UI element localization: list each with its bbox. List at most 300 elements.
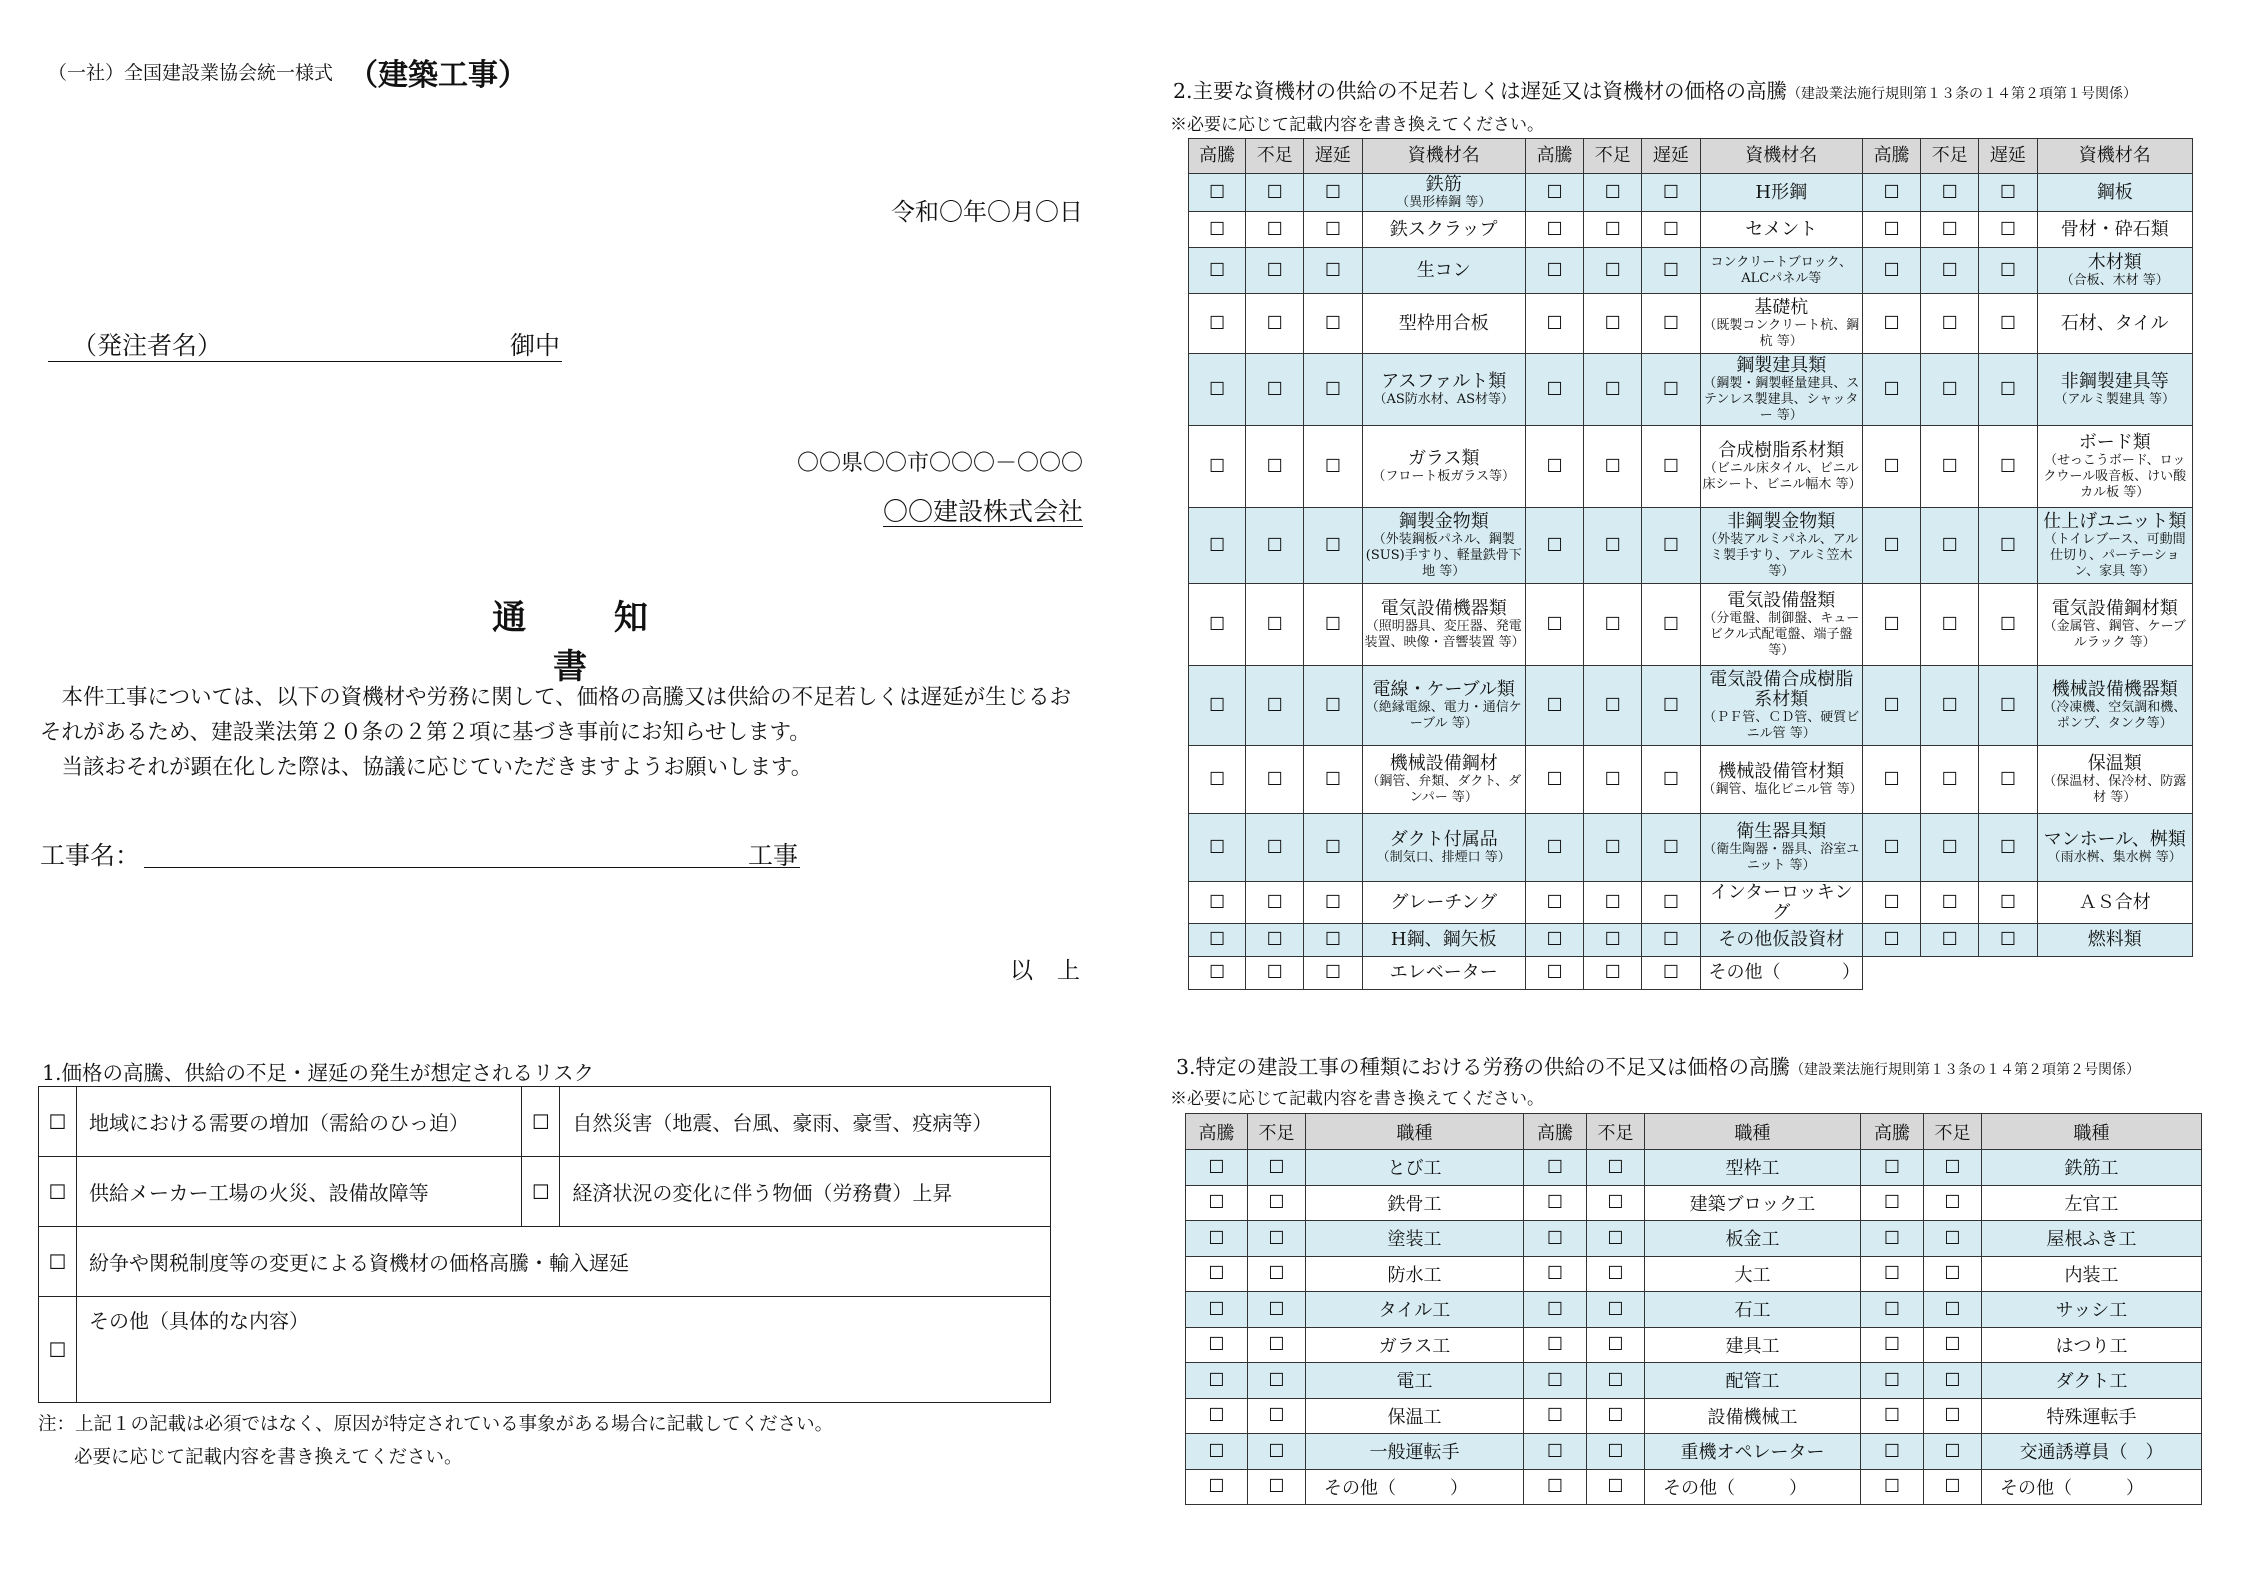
trade-checkbox[interactable]: ☐ xyxy=(1861,1327,1924,1363)
risk-checkbox[interactable]: ☐ xyxy=(522,1087,560,1157)
risk-item: 紛争や関税制度等の変更による資機材の価格高騰・輸入遅延 xyxy=(77,1227,1051,1297)
material-checkbox[interactable]: ☐ xyxy=(1189,584,1246,666)
material-checkbox[interactable]: ☐ xyxy=(1246,354,1304,426)
construction-label: 工事名： xyxy=(40,841,141,870)
material-main: 鋼製金物類 xyxy=(1398,510,1489,532)
material-checkbox[interactable]: ☐ xyxy=(1246,924,1304,957)
material-checkbox[interactable]: ☐ xyxy=(1304,957,1362,990)
material-checkbox[interactable]: ☐ xyxy=(1304,212,1362,248)
sender-company-name: 〇〇建設株式会社 xyxy=(882,497,1083,526)
risk-item: 経済状況の変化に伴う物価（労務費）上昇 xyxy=(560,1157,1051,1227)
trade-checkbox[interactable]: ☐ xyxy=(1524,1221,1587,1257)
material-checkbox[interactable]: ☐ xyxy=(1584,666,1642,746)
trade-row xyxy=(1186,1256,2202,1292)
material-checkbox[interactable]: ☐ xyxy=(1525,294,1583,354)
trade-checkbox[interactable]: ☐ xyxy=(1924,1185,1982,1221)
material-name xyxy=(2037,924,2193,957)
risk-checkbox[interactable]: ☐ xyxy=(39,1227,77,1297)
material-row xyxy=(1189,174,2193,212)
material-checkbox[interactable]: ☐ xyxy=(1525,814,1583,882)
risk-item: 供給メーカー工場の火災、設備故障等 xyxy=(77,1157,522,1227)
material-name xyxy=(2037,814,2193,882)
document-title: 通 知 書 xyxy=(492,598,686,687)
material-checkbox[interactable]: ☐ xyxy=(1246,814,1304,882)
material-checkbox[interactable]: ☐ xyxy=(1304,294,1362,354)
material-checkbox[interactable]: ☐ xyxy=(1525,957,1583,990)
material-checkbox[interactable]: ☐ xyxy=(1304,924,1362,957)
construction-name-field[interactable] xyxy=(40,832,800,872)
trade-name: 鉄筋工 xyxy=(1982,1150,2202,1186)
trade-checkbox[interactable]: ☐ xyxy=(1524,1469,1587,1505)
risk-checkbox[interactable]: ☐ xyxy=(39,1297,77,1403)
material-checkbox[interactable]: ☐ xyxy=(1304,248,1362,294)
material-checkbox[interactable]: ☐ xyxy=(1189,294,1246,354)
material-checkbox[interactable]: ☐ xyxy=(1246,666,1304,746)
material-main: 機械設備鋼材 xyxy=(1389,752,1498,774)
trade-checkbox[interactable]: ☐ xyxy=(1524,1398,1587,1434)
trade-checkbox[interactable]: ☐ xyxy=(1248,1185,1306,1221)
column-header: 不足 xyxy=(1246,139,1304,174)
material-name xyxy=(1362,746,1525,814)
material-checkbox[interactable]: ☐ xyxy=(1862,248,1920,294)
risk-checkbox[interactable]: ☐ xyxy=(39,1157,77,1227)
material-checkbox[interactable]: ☐ xyxy=(1862,212,1920,248)
material-main: 非鋼製建具等 xyxy=(2060,370,2169,392)
trade-checkbox[interactable]: ☐ xyxy=(1587,1363,1645,1399)
material-checkbox[interactable]: ☐ xyxy=(1246,212,1304,248)
material-checkbox[interactable]: ☐ xyxy=(1584,248,1642,294)
material-checkbox[interactable]: ☐ xyxy=(1189,354,1246,426)
trade-checkbox[interactable]: ☐ xyxy=(1924,1256,1982,1292)
material-checkbox[interactable]: ☐ xyxy=(1921,584,1979,666)
material-checkbox[interactable]: ☐ xyxy=(1642,248,1700,294)
material-checkbox[interactable]: ☐ xyxy=(1979,212,2037,248)
material-checkbox[interactable]: ☐ xyxy=(1979,666,2037,746)
trade-checkbox[interactable]: ☐ xyxy=(1186,1327,1248,1363)
material-detail: （雨水桝、集水桝 等） xyxy=(2047,849,2182,865)
material-checkbox[interactable]: ☐ xyxy=(1862,508,1920,584)
material-checkbox[interactable]: ☐ xyxy=(1189,882,1246,924)
material-checkbox[interactable]: ☐ xyxy=(1921,508,1979,584)
trade-checkbox[interactable]: ☐ xyxy=(1248,1150,1306,1186)
trade-name: はつり工 xyxy=(1982,1327,2202,1363)
material-checkbox[interactable]: ☐ xyxy=(1979,248,2037,294)
material-checkbox[interactable]: ☐ xyxy=(1862,294,1920,354)
material-checkbox[interactable]: ☐ xyxy=(1525,666,1583,746)
materials-table xyxy=(1188,138,2193,990)
trade-checkbox[interactable]: ☐ xyxy=(1924,1434,1982,1470)
material-name xyxy=(2037,248,2193,294)
material-checkbox[interactable]: ☐ xyxy=(1525,924,1583,957)
trade-checkbox[interactable]: ☐ xyxy=(1861,1256,1924,1292)
material-checkbox[interactable]: ☐ xyxy=(1642,746,1700,814)
material-checkbox[interactable]: ☐ xyxy=(1525,882,1583,924)
material-checkbox[interactable]: ☐ xyxy=(1921,174,1979,212)
material-checkbox[interactable]: ☐ xyxy=(1862,746,1920,814)
material-name xyxy=(1362,174,1525,212)
column-header: 高騰 xyxy=(1524,1114,1587,1150)
material-checkbox[interactable]: ☐ xyxy=(1642,814,1700,882)
material-detail: （外装アルミパネル、アルミ製手すり、アルミ笠木 等） xyxy=(1704,531,1859,579)
material-checkbox[interactable]: ☐ xyxy=(1189,508,1246,584)
material-checkbox[interactable]: ☐ xyxy=(1862,666,1920,746)
material-checkbox[interactable]: ☐ xyxy=(1584,354,1642,426)
material-checkbox[interactable]: ☐ xyxy=(1979,882,2037,924)
material-checkbox[interactable]: ☐ xyxy=(1304,814,1362,882)
material-main: その他仮設資材 xyxy=(1718,929,1845,950)
material-checkbox[interactable]: ☐ xyxy=(1525,174,1583,212)
trade-checkbox[interactable]: ☐ xyxy=(1861,1469,1924,1505)
trade-checkbox[interactable]: ☐ xyxy=(1861,1363,1924,1399)
material-checkbox[interactable]: ☐ xyxy=(1189,174,1246,212)
material-checkbox[interactable]: ☐ xyxy=(1525,508,1583,584)
trade-checkbox[interactable]: ☐ xyxy=(1186,1185,1248,1221)
trade-checkbox[interactable]: ☐ xyxy=(1587,1221,1645,1257)
trade-checkbox[interactable]: ☐ xyxy=(1524,1150,1587,1186)
material-checkbox[interactable]: ☐ xyxy=(1584,508,1642,584)
material-checkbox[interactable]: ☐ xyxy=(1525,354,1583,426)
material-checkbox[interactable]: ☐ xyxy=(1921,294,1979,354)
material-checkbox[interactable]: ☐ xyxy=(1584,957,1642,990)
trade-checkbox[interactable]: ☐ xyxy=(1186,1256,1248,1292)
material-row xyxy=(1189,212,2193,248)
material-checkbox[interactable]: ☐ xyxy=(1189,957,1246,990)
material-checkbox[interactable]: ☐ xyxy=(1246,248,1304,294)
risk-checkbox[interactable]: ☐ xyxy=(39,1087,77,1157)
material-detail: （合板、木材 等） xyxy=(2060,272,2169,288)
trade-checkbox[interactable]: ☐ xyxy=(1861,1292,1924,1328)
trade-checkbox[interactable]: ☐ xyxy=(1524,1292,1587,1328)
material-name xyxy=(1700,814,1862,882)
material-main: 鋼板 xyxy=(2096,181,2133,203)
material-name xyxy=(2037,882,2193,924)
material-checkbox[interactable]: ☐ xyxy=(1862,814,1920,882)
material-checkbox[interactable]: ☐ xyxy=(1862,924,1920,957)
trade-checkbox[interactable]: ☐ xyxy=(1248,1256,1306,1292)
trade-checkbox[interactable]: ☐ xyxy=(1587,1434,1645,1470)
material-name xyxy=(1362,882,1525,924)
material-checkbox[interactable]: ☐ xyxy=(1921,666,1979,746)
trade-checkbox[interactable]: ☐ xyxy=(1924,1363,1982,1399)
material-checkbox[interactable]: ☐ xyxy=(1642,882,1700,924)
material-name xyxy=(1700,508,1862,584)
trade-name: 塗装工 xyxy=(1306,1221,1524,1257)
trade-checkbox[interactable]: ☐ xyxy=(1861,1221,1924,1257)
material-checkbox[interactable]: ☐ xyxy=(1304,174,1362,212)
material-checkbox[interactable]: ☐ xyxy=(1246,426,1304,508)
material-checkbox[interactable]: ☐ xyxy=(1246,746,1304,814)
trade-checkbox[interactable]: ☐ xyxy=(1248,1363,1306,1399)
section2-note: ※必要に応じて記載内容を書き換えてください。 xyxy=(1170,115,1544,135)
material-checkbox[interactable]: ☐ xyxy=(1525,746,1583,814)
material-checkbox[interactable]: ☐ xyxy=(1921,212,1979,248)
section1-note xyxy=(38,1408,833,1474)
material-checkbox[interactable]: ☐ xyxy=(1189,666,1246,746)
construction-name-line[interactable] xyxy=(144,832,800,868)
trade-checkbox[interactable]: ☐ xyxy=(1524,1327,1587,1363)
material-main: エレベーター xyxy=(1389,962,1498,983)
material-checkbox[interactable]: ☐ xyxy=(1189,212,1246,248)
material-checkbox[interactable]: ☐ xyxy=(1921,248,1979,294)
trade-checkbox[interactable]: ☐ xyxy=(1186,1221,1248,1257)
material-checkbox[interactable]: ☐ xyxy=(1304,746,1362,814)
material-row xyxy=(1189,508,2193,584)
material-checkbox[interactable]: ☐ xyxy=(1304,508,1362,584)
trade-row xyxy=(1186,1363,2202,1399)
trade-checkbox[interactable]: ☐ xyxy=(1248,1221,1306,1257)
material-name xyxy=(1362,426,1525,508)
material-main: グレーチング xyxy=(1390,891,1498,913)
trade-checkbox[interactable]: ☐ xyxy=(1587,1398,1645,1434)
material-name xyxy=(1700,212,1862,248)
material-name xyxy=(1700,924,1862,957)
material-checkbox[interactable]: ☐ xyxy=(1979,354,2037,426)
column-header: 不足 xyxy=(1587,1114,1645,1150)
material-name xyxy=(2037,354,2193,426)
material-checkbox[interactable]: ☐ xyxy=(1304,666,1362,746)
trade-checkbox[interactable]: ☐ xyxy=(1924,1398,1982,1434)
trade-name: とび工 xyxy=(1306,1150,1524,1186)
material-checkbox[interactable]: ☐ xyxy=(1304,882,1362,924)
material-main: 鋼製建具類 xyxy=(1736,354,1827,376)
trade-checkbox[interactable]: ☐ xyxy=(1524,1434,1587,1470)
material-detail: コンクリートブロック、ALCパネル等 xyxy=(1710,254,1853,286)
recipient-line[interactable] xyxy=(48,326,562,362)
material-checkbox[interactable]: ☐ xyxy=(1584,814,1642,882)
column-header: 不足 xyxy=(1921,139,1979,174)
column-header: 職種 xyxy=(1306,1114,1524,1150)
trade-checkbox[interactable]: ☐ xyxy=(1861,1185,1924,1221)
material-checkbox[interactable]: ☐ xyxy=(1642,924,1700,957)
trade-checkbox[interactable]: ☐ xyxy=(1924,1327,1982,1363)
closing-mark: 以上 xyxy=(1010,958,1104,984)
material-row xyxy=(1189,666,2193,746)
material-checkbox[interactable]: ☐ xyxy=(1246,294,1304,354)
material-checkbox[interactable]: ☐ xyxy=(1584,426,1642,508)
material-detail: （冷凍機、空気調和機、ポンプ、タンク等） xyxy=(2043,699,2187,731)
material-checkbox[interactable]: ☐ xyxy=(1642,508,1700,584)
trade-name: その他（ ） xyxy=(1306,1469,1524,1505)
trade-checkbox[interactable]: ☐ xyxy=(1248,1398,1306,1434)
column-header: 高騰 xyxy=(1861,1114,1924,1150)
material-checkbox[interactable]: ☐ xyxy=(1642,294,1700,354)
trade-checkbox[interactable]: ☐ xyxy=(1587,1185,1645,1221)
risk-checkbox[interactable]: ☐ xyxy=(522,1157,560,1227)
material-checkbox[interactable]: ☐ xyxy=(1304,354,1362,426)
material-name xyxy=(1700,354,1862,426)
trade-row xyxy=(1186,1398,2202,1434)
material-checkbox[interactable]: ☐ xyxy=(1525,584,1583,666)
material-checkbox[interactable]: ☐ xyxy=(1584,212,1642,248)
material-checkbox[interactable]: ☐ xyxy=(1862,174,1920,212)
material-checkbox[interactable]: ☐ xyxy=(1584,294,1642,354)
trade-name: その他（ ） xyxy=(1982,1469,2202,1505)
risk-item: 地域における需要の増加（需給のひっ迫） xyxy=(77,1087,522,1157)
material-checkbox[interactable]: ☐ xyxy=(1642,174,1700,212)
trade-name: 屋根ふき工 xyxy=(1982,1221,2202,1257)
trade-name: 特殊運転手 xyxy=(1982,1398,2202,1434)
trade-row xyxy=(1186,1469,2202,1505)
material-checkbox[interactable]: ☐ xyxy=(1921,354,1979,426)
trade-checkbox[interactable]: ☐ xyxy=(1186,1469,1248,1505)
material-checkbox[interactable]: ☐ xyxy=(1584,882,1642,924)
material-checkbox[interactable]: ☐ xyxy=(1525,248,1583,294)
material-checkbox[interactable]: ☐ xyxy=(1246,508,1304,584)
material-checkbox[interactable]: ☐ xyxy=(1189,746,1246,814)
material-name xyxy=(2037,174,2193,212)
material-row xyxy=(1189,294,2193,354)
material-name xyxy=(2037,666,2193,746)
material-checkbox[interactable]: ☐ xyxy=(1189,924,1246,957)
trade-checkbox[interactable]: ☐ xyxy=(1587,1256,1645,1292)
material-row xyxy=(1189,924,2193,957)
material-name xyxy=(1362,294,1525,354)
trade-checkbox[interactable]: ☐ xyxy=(1524,1185,1587,1221)
material-checkbox[interactable]: ☐ xyxy=(1921,814,1979,882)
material-checkbox[interactable]: ☐ xyxy=(1862,882,1920,924)
material-main: ガラス類 xyxy=(1408,447,1480,469)
material-checkbox[interactable]: ☐ xyxy=(1979,584,2037,666)
material-checkbox[interactable]: ☐ xyxy=(1642,354,1700,426)
material-checkbox[interactable]: ☐ xyxy=(1584,174,1642,212)
trade-row xyxy=(1186,1434,2202,1470)
material-main: 生コン xyxy=(1416,259,1471,281)
material-checkbox[interactable]: ☐ xyxy=(1979,426,2037,508)
material-checkbox[interactable]: ☐ xyxy=(1246,882,1304,924)
material-checkbox[interactable]: ☐ xyxy=(1304,426,1362,508)
trade-checkbox[interactable]: ☐ xyxy=(1186,1150,1248,1186)
trade-checkbox[interactable]: ☐ xyxy=(1587,1292,1645,1328)
material-checkbox[interactable]: ☐ xyxy=(1642,426,1700,508)
trade-checkbox[interactable]: ☐ xyxy=(1186,1292,1248,1328)
material-checkbox[interactable]: ☐ xyxy=(1979,174,2037,212)
trade-checkbox[interactable]: ☐ xyxy=(1924,1150,1982,1186)
trade-name: 建築ブロック工 xyxy=(1645,1185,1861,1221)
material-checkbox[interactable]: ☐ xyxy=(1979,294,2037,354)
trade-checkbox[interactable]: ☐ xyxy=(1587,1150,1645,1186)
material-detail: （外装鋼板パネル、鋼製(SUS)手すり、軽量鉄骨下地 等） xyxy=(1365,531,1522,579)
risk-other-field[interactable]: その他（具体的な内容） xyxy=(77,1297,1051,1403)
material-main: 機械設備管材類 xyxy=(1718,760,1845,782)
material-name[interactable] xyxy=(1700,957,1862,990)
material-checkbox[interactable]: ☐ xyxy=(1189,426,1246,508)
trade-checkbox[interactable]: ☐ xyxy=(1924,1221,1982,1257)
trade-checkbox[interactable]: ☐ xyxy=(1924,1292,1982,1328)
trade-checkbox[interactable]: ☐ xyxy=(1924,1469,1982,1505)
material-detail: （金属管、鋼管、ケーブルラック 等） xyxy=(2043,618,2186,650)
material-detail: （照明器具、変圧器、発電装置、映像・音響装置 等） xyxy=(1364,618,1525,650)
body-paragraph-2: 当該おそれが顕在化した際は、協議に応じていただきますようお願いします。 xyxy=(61,755,813,780)
column-header: 不足 xyxy=(1584,139,1642,174)
trade-checkbox[interactable]: ☐ xyxy=(1861,1398,1924,1434)
material-name xyxy=(2037,584,2193,666)
material-main: セメント xyxy=(1745,218,1818,240)
trade-row xyxy=(1186,1185,2202,1221)
trade-checkbox[interactable]: ☐ xyxy=(1248,1434,1306,1470)
material-checkbox[interactable]: ☐ xyxy=(1921,882,1979,924)
material-checkbox[interactable]: ☐ xyxy=(1862,426,1920,508)
material-checkbox[interactable]: ☐ xyxy=(1246,584,1304,666)
material-checkbox[interactable]: ☐ xyxy=(1525,426,1583,508)
material-detail: （衛生陶器・器具、浴室ユニット 等） xyxy=(1703,841,1860,873)
material-name xyxy=(1700,294,1862,354)
trade-checkbox[interactable]: ☐ xyxy=(1861,1150,1924,1186)
material-checkbox[interactable]: ☐ xyxy=(1189,814,1246,882)
material-checkbox[interactable]: ☐ xyxy=(1921,924,1979,957)
material-main: 合成樹脂系材類 xyxy=(1718,439,1845,461)
trade-name: タイル工 xyxy=(1306,1292,1524,1328)
trade-name: 設備機械工 xyxy=(1645,1398,1861,1434)
material-checkbox[interactable]: ☐ xyxy=(1979,508,2037,584)
trade-checkbox[interactable]: ☐ xyxy=(1248,1292,1306,1328)
material-checkbox[interactable]: ☐ xyxy=(1642,957,1700,990)
body-text xyxy=(40,680,1086,785)
material-main: アスファルト類 xyxy=(1381,370,1507,392)
material-checkbox[interactable]: ☐ xyxy=(1921,426,1979,508)
material-checkbox[interactable]: ☐ xyxy=(1584,924,1642,957)
material-checkbox[interactable]: ☐ xyxy=(1189,248,1246,294)
material-checkbox[interactable]: ☐ xyxy=(1584,746,1642,814)
material-checkbox[interactable]: ☐ xyxy=(1304,584,1362,666)
material-checkbox[interactable]: ☐ xyxy=(1642,666,1700,746)
column-header: 不足 xyxy=(1248,1114,1306,1150)
material-main: 電気設備機器類 xyxy=(1380,597,1507,619)
material-checkbox[interactable]: ☐ xyxy=(1642,584,1700,666)
material-checkbox[interactable]: ☐ xyxy=(1862,354,1920,426)
material-checkbox[interactable]: ☐ xyxy=(1246,957,1304,990)
material-checkbox[interactable]: ☐ xyxy=(1979,924,2037,957)
trade-checkbox[interactable]: ☐ xyxy=(1524,1363,1587,1399)
note-line-1: 注：上記１の記載は必須ではなく、原因が特定されている事象がある場合に記載してください。 xyxy=(38,1414,834,1435)
trade-checkbox[interactable]: ☐ xyxy=(1248,1327,1306,1363)
trade-checkbox[interactable]: ☐ xyxy=(1186,1363,1248,1399)
material-name xyxy=(2037,294,2193,354)
trade-checkbox[interactable]: ☐ xyxy=(1587,1469,1645,1505)
trade-checkbox[interactable]: ☐ xyxy=(1186,1434,1248,1470)
material-checkbox[interactable]: ☐ xyxy=(1921,746,1979,814)
material-main: 仕上げユニット類 xyxy=(2043,510,2187,532)
trade-name: 一般運転手 xyxy=(1306,1434,1524,1470)
trade-name: ガラス工 xyxy=(1306,1327,1524,1363)
material-detail: （鋼管、弁類、ダクト、ダンパー 等） xyxy=(1366,773,1522,805)
trade-row xyxy=(1186,1150,2202,1186)
risk-item: 自然災害（地震、台風、豪雨、豪雪、疫病等） xyxy=(560,1087,1051,1157)
material-name xyxy=(1362,248,1525,294)
section2-title xyxy=(1173,74,2137,104)
column-header: 遅延 xyxy=(1979,139,2037,174)
material-row xyxy=(1189,882,2193,924)
material-checkbox[interactable]: ☐ xyxy=(1979,746,2037,814)
trade-checkbox[interactable]: ☐ xyxy=(1248,1469,1306,1505)
trade-checkbox[interactable]: ☐ xyxy=(1587,1327,1645,1363)
material-checkbox[interactable]: ☐ xyxy=(1525,212,1583,248)
material-checkbox[interactable]: ☐ xyxy=(1584,584,1642,666)
material-checkbox[interactable]: ☐ xyxy=(1862,584,1920,666)
trade-checkbox[interactable]: ☐ xyxy=(1524,1256,1587,1292)
material-checkbox[interactable]: ☐ xyxy=(1979,814,2037,882)
material-name xyxy=(1362,508,1525,584)
material-checkbox[interactable]: ☐ xyxy=(1246,174,1304,212)
recipient-name: （発注者名） xyxy=(72,331,223,360)
trade-checkbox[interactable]: ☐ xyxy=(1861,1434,1924,1470)
section3-title xyxy=(1176,1050,2140,1080)
sender-address: 〇〇県〇〇市〇〇〇－〇〇〇 xyxy=(796,451,1083,476)
material-detail: （フロート板ガラス等） xyxy=(1372,468,1516,484)
trade-name: 重機オペレーター xyxy=(1645,1434,1861,1470)
material-name xyxy=(1362,666,1525,746)
trade-checkbox[interactable]: ☐ xyxy=(1186,1398,1248,1434)
material-checkbox[interactable]: ☐ xyxy=(1642,212,1700,248)
